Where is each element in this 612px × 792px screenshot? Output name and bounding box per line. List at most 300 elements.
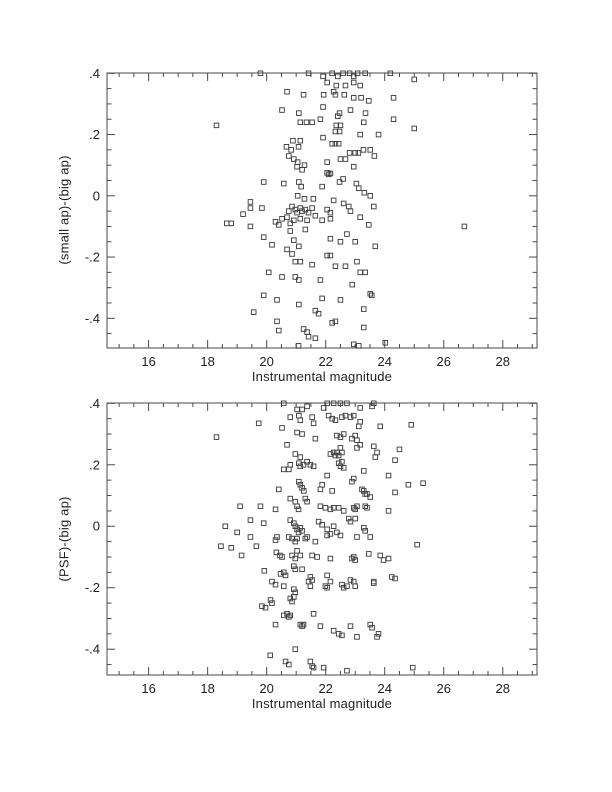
data-point-marker bbox=[378, 424, 383, 429]
data-point-marker bbox=[361, 469, 366, 474]
data-point-marker bbox=[295, 504, 300, 509]
data-point-marker bbox=[363, 504, 368, 509]
xtick-label: 20 bbox=[259, 681, 274, 696]
data-point-marker bbox=[295, 407, 300, 412]
data-point-marker bbox=[318, 487, 323, 492]
data-point-marker bbox=[336, 141, 341, 146]
data-point-marker bbox=[375, 635, 380, 640]
data-point-marker bbox=[270, 601, 275, 606]
data-point-marker bbox=[341, 201, 346, 206]
data-point-marker bbox=[261, 521, 266, 526]
data-point-marker bbox=[297, 244, 302, 249]
data-point-marker bbox=[325, 585, 330, 590]
data-point-marker bbox=[373, 244, 378, 249]
data-point-marker bbox=[303, 207, 308, 212]
data-point-marker bbox=[336, 453, 341, 458]
data-point-marker bbox=[371, 204, 376, 209]
data-point-marker bbox=[297, 413, 302, 418]
data-point-marker bbox=[348, 624, 353, 629]
data-point-marker bbox=[342, 92, 347, 97]
data-point-marker bbox=[304, 120, 309, 125]
data-point-marker bbox=[355, 438, 360, 443]
data-point-marker bbox=[359, 96, 364, 101]
data-point-marker bbox=[341, 432, 346, 437]
data-point-marker bbox=[305, 218, 310, 223]
data-point-marker bbox=[360, 487, 365, 492]
data-point-marker bbox=[386, 556, 391, 561]
data-point-marker bbox=[335, 114, 340, 119]
data-point-marker bbox=[311, 197, 316, 202]
data-point-marker bbox=[410, 665, 415, 670]
data-point-marker bbox=[258, 504, 263, 509]
data-point-marker bbox=[311, 612, 316, 617]
data-point-marker bbox=[371, 581, 376, 586]
data-point-marker bbox=[313, 436, 318, 441]
data-point-marker bbox=[308, 659, 313, 664]
data-point-marker bbox=[293, 499, 298, 504]
data-points-bottom bbox=[214, 401, 425, 673]
data-point-marker bbox=[368, 148, 373, 153]
data-point-marker bbox=[256, 421, 261, 426]
data-point-marker bbox=[290, 536, 295, 541]
data-point-marker bbox=[295, 194, 300, 199]
data-point-marker bbox=[328, 507, 333, 512]
data-point-marker bbox=[298, 525, 303, 530]
data-point-marker bbox=[391, 96, 396, 101]
data-point-marker bbox=[328, 216, 333, 221]
data-point-marker bbox=[310, 553, 315, 558]
data-point-marker bbox=[421, 481, 426, 486]
data-point-marker bbox=[268, 653, 273, 658]
data-point-marker bbox=[321, 92, 326, 97]
data-point-marker bbox=[280, 108, 285, 113]
data-point-marker bbox=[273, 538, 278, 543]
data-point-marker bbox=[248, 200, 253, 205]
data-point-marker bbox=[351, 96, 356, 101]
data-point-marker bbox=[350, 479, 355, 484]
data-point-marker bbox=[325, 573, 330, 578]
data-point-marker bbox=[288, 496, 293, 501]
data-point-marker bbox=[386, 509, 391, 514]
data-point-marker bbox=[341, 466, 346, 471]
data-point-marker bbox=[300, 407, 305, 412]
data-point-marker bbox=[298, 206, 303, 211]
data-point-marker bbox=[351, 164, 356, 169]
data-point-marker bbox=[333, 141, 338, 146]
data-point-marker bbox=[300, 209, 305, 214]
data-point-marker bbox=[393, 458, 398, 463]
data-point-marker bbox=[363, 270, 368, 275]
top-xaxis-label: Instrumental magnitude bbox=[251, 369, 393, 384]
data-point-marker bbox=[286, 615, 291, 620]
data-point-marker bbox=[280, 216, 285, 221]
xtick-label: 20 bbox=[259, 354, 274, 369]
data-point-marker bbox=[365, 506, 370, 511]
data-point-marker bbox=[361, 120, 366, 125]
data-point-marker bbox=[373, 455, 378, 460]
data-point-marker bbox=[310, 120, 315, 125]
data-point-marker bbox=[338, 446, 343, 451]
data-point-marker bbox=[285, 442, 290, 447]
data-point-marker bbox=[366, 552, 371, 557]
data-point-marker bbox=[311, 464, 316, 469]
data-point-marker bbox=[311, 665, 316, 670]
data-point-marker bbox=[328, 452, 333, 457]
data-point-marker bbox=[306, 334, 311, 339]
data-point-marker bbox=[350, 556, 355, 561]
data-point-marker bbox=[348, 519, 353, 524]
data-point-marker bbox=[341, 585, 346, 590]
ytick-label: -.2 bbox=[84, 249, 100, 265]
data-point-marker bbox=[297, 180, 302, 185]
data-point-marker bbox=[280, 426, 285, 431]
data-point-marker bbox=[338, 464, 343, 469]
data-point-marker bbox=[348, 415, 353, 420]
data-point-marker bbox=[391, 117, 396, 122]
data-point-marker bbox=[331, 524, 336, 529]
data-point-marker bbox=[331, 89, 336, 94]
ytick-label: 0 bbox=[92, 188, 100, 204]
data-point-marker bbox=[368, 194, 373, 199]
data-point-marker bbox=[214, 435, 219, 440]
axes-box bbox=[107, 403, 537, 675]
data-point-marker bbox=[283, 573, 288, 578]
data-point-marker bbox=[365, 492, 370, 497]
data-point-marker bbox=[300, 624, 305, 629]
data-point-marker bbox=[273, 507, 278, 512]
data-point-marker bbox=[298, 120, 303, 125]
data-point-marker bbox=[331, 450, 336, 455]
data-point-marker bbox=[295, 549, 300, 554]
data-point-marker bbox=[297, 461, 302, 466]
xtick-label: 24 bbox=[377, 681, 392, 696]
data-point-marker bbox=[292, 564, 297, 569]
data-point-marker bbox=[368, 291, 373, 296]
xtick-label: 22 bbox=[318, 681, 333, 696]
data-point-marker bbox=[276, 328, 281, 333]
data-point-marker bbox=[320, 296, 325, 301]
data-point-marker bbox=[286, 467, 291, 472]
data-point-marker bbox=[273, 622, 278, 627]
data-point-marker bbox=[225, 221, 230, 226]
data-points-top bbox=[214, 71, 467, 348]
data-point-marker bbox=[286, 662, 291, 667]
data-point-marker bbox=[358, 419, 363, 424]
data-point-marker bbox=[297, 479, 302, 484]
data-point-marker bbox=[275, 319, 280, 324]
data-point-marker bbox=[409, 423, 414, 428]
xtick-label: 24 bbox=[377, 354, 392, 369]
data-point-marker bbox=[297, 302, 302, 307]
data-point-marker bbox=[355, 259, 360, 264]
data-point-marker bbox=[248, 535, 253, 540]
data-point-marker bbox=[276, 487, 281, 492]
data-point-marker bbox=[337, 111, 342, 116]
data-point-marker bbox=[353, 433, 358, 438]
data-point-marker bbox=[298, 622, 303, 627]
data-point-marker bbox=[301, 622, 306, 627]
data-point-marker bbox=[295, 527, 300, 532]
data-point-marker bbox=[368, 535, 373, 540]
data-point-marker bbox=[298, 138, 303, 143]
data-point-marker bbox=[386, 473, 391, 478]
xtick-label: 26 bbox=[436, 681, 451, 696]
data-point-marker bbox=[356, 151, 361, 156]
data-point-marker bbox=[363, 492, 368, 497]
data-point-marker bbox=[321, 105, 326, 110]
data-point-marker bbox=[302, 489, 307, 494]
panel-top bbox=[85, 66, 537, 369]
data-point-marker bbox=[325, 533, 330, 538]
data-point-marker bbox=[298, 216, 303, 221]
data-point-marker bbox=[358, 83, 363, 88]
data-point-marker bbox=[361, 525, 366, 530]
data-point-marker bbox=[323, 506, 328, 511]
data-point-marker bbox=[261, 180, 266, 185]
data-point-marker bbox=[343, 157, 348, 162]
data-point-marker bbox=[300, 567, 305, 572]
data-point-marker bbox=[336, 506, 341, 511]
data-point-marker bbox=[356, 344, 361, 349]
data-point-marker bbox=[281, 570, 286, 575]
data-point-marker bbox=[333, 264, 338, 269]
data-point-marker bbox=[336, 461, 341, 466]
panel-bottom bbox=[85, 396, 537, 696]
data-point-marker bbox=[397, 447, 402, 452]
data-point-marker bbox=[330, 489, 335, 494]
data-point-marker bbox=[362, 190, 367, 195]
data-point-marker bbox=[323, 584, 328, 589]
data-point-marker bbox=[288, 462, 293, 467]
data-point-marker bbox=[350, 436, 355, 441]
data-point-marker bbox=[235, 530, 240, 535]
data-point-marker bbox=[356, 186, 361, 191]
data-point-marker bbox=[219, 544, 224, 549]
data-point-marker bbox=[285, 215, 290, 220]
data-point-marker bbox=[300, 486, 305, 491]
data-point-marker bbox=[238, 504, 243, 509]
data-point-marker bbox=[371, 444, 376, 449]
data-point-marker bbox=[340, 450, 345, 455]
data-point-marker bbox=[278, 572, 283, 577]
data-point-marker bbox=[389, 575, 394, 580]
data-point-marker bbox=[383, 340, 388, 345]
data-point-marker bbox=[328, 210, 333, 215]
data-point-marker bbox=[368, 495, 373, 500]
data-point-marker bbox=[295, 164, 300, 169]
data-point-marker bbox=[348, 578, 353, 583]
data-point-marker bbox=[296, 507, 301, 512]
data-point-marker bbox=[299, 184, 304, 189]
data-point-marker bbox=[293, 539, 298, 544]
data-point-marker bbox=[293, 524, 298, 529]
data-point-marker bbox=[261, 293, 266, 298]
data-point-marker bbox=[355, 635, 360, 640]
data-point-marker bbox=[318, 504, 323, 509]
bottom-yaxis-label: (PSF)-(big ap) bbox=[56, 496, 72, 582]
data-point-marker bbox=[283, 659, 288, 664]
bottom-xaxis-label: Instrumental magnitude bbox=[251, 696, 393, 711]
ytick-label: .2 bbox=[89, 127, 100, 143]
data-point-marker bbox=[346, 204, 351, 209]
data-point-marker bbox=[302, 163, 307, 168]
data-point-marker bbox=[358, 442, 363, 447]
data-point-marker bbox=[375, 450, 380, 455]
data-point-marker bbox=[303, 496, 308, 501]
data-point-marker bbox=[296, 344, 301, 349]
data-point-marker bbox=[343, 264, 348, 269]
data-point-marker bbox=[310, 415, 315, 420]
data-point-marker bbox=[338, 157, 343, 162]
data-point-marker bbox=[318, 624, 323, 629]
data-point-marker bbox=[345, 584, 350, 589]
data-point-marker bbox=[381, 558, 386, 563]
data-point-marker bbox=[266, 270, 271, 275]
data-point-marker bbox=[340, 459, 345, 464]
data-point-marker bbox=[308, 584, 313, 589]
data-point-marker bbox=[275, 298, 280, 303]
data-point-marker bbox=[393, 576, 398, 581]
data-point-marker bbox=[270, 242, 275, 247]
data-point-marker bbox=[306, 210, 311, 215]
data-point-marker bbox=[353, 516, 358, 521]
data-point-marker bbox=[286, 154, 291, 159]
data-point-marker bbox=[376, 132, 381, 137]
ytick-label: .2 bbox=[89, 457, 100, 473]
data-point-marker bbox=[318, 278, 323, 283]
data-point-marker bbox=[356, 424, 361, 429]
data-point-marker bbox=[331, 628, 336, 633]
data-point-marker bbox=[295, 430, 300, 435]
data-point-marker bbox=[333, 453, 338, 458]
data-point-marker bbox=[261, 235, 266, 240]
data-point-marker bbox=[321, 74, 326, 79]
data-point-marker bbox=[311, 421, 316, 426]
data-point-marker bbox=[320, 482, 325, 487]
data-point-marker bbox=[293, 647, 298, 652]
data-point-marker bbox=[260, 206, 265, 211]
data-point-marker bbox=[320, 218, 325, 223]
data-point-marker bbox=[275, 535, 280, 540]
data-point-marker bbox=[328, 532, 333, 537]
data-point-marker bbox=[276, 223, 281, 228]
data-point-marker bbox=[370, 625, 375, 630]
data-point-marker bbox=[351, 555, 356, 560]
data-point-marker bbox=[310, 262, 315, 267]
data-point-marker bbox=[361, 148, 366, 153]
data-point-marker bbox=[303, 536, 308, 541]
data-point-marker bbox=[347, 151, 352, 156]
ytick-label: -.4 bbox=[84, 310, 100, 326]
data-point-marker bbox=[331, 506, 336, 511]
data-point-marker bbox=[338, 298, 343, 303]
data-point-marker bbox=[229, 545, 234, 550]
xtick-label: 16 bbox=[141, 681, 156, 696]
data-point-marker bbox=[336, 632, 341, 637]
data-point-marker bbox=[313, 213, 318, 218]
data-point-marker bbox=[341, 509, 346, 514]
ytick-label: .4 bbox=[89, 65, 100, 81]
data-point-marker bbox=[325, 160, 330, 165]
data-point-marker bbox=[313, 336, 318, 341]
data-point-marker bbox=[251, 310, 256, 315]
ytick-label: 0 bbox=[92, 518, 100, 534]
data-point-marker bbox=[285, 612, 290, 617]
data-point-marker bbox=[340, 582, 345, 587]
data-point-marker bbox=[288, 613, 293, 618]
data-point-marker bbox=[313, 308, 318, 313]
data-point-marker bbox=[293, 567, 298, 572]
data-point-marker bbox=[372, 154, 377, 159]
data-point-marker bbox=[412, 126, 417, 131]
data-point-marker bbox=[281, 613, 286, 618]
data-point-marker bbox=[305, 535, 310, 540]
data-point-marker bbox=[361, 307, 366, 312]
data-point-marker bbox=[328, 579, 333, 584]
data-point-marker bbox=[308, 575, 313, 580]
data-point-marker bbox=[281, 467, 286, 472]
data-point-marker bbox=[325, 253, 330, 258]
data-point-marker bbox=[248, 206, 253, 211]
data-point-marker bbox=[368, 622, 373, 627]
data-point-marker bbox=[371, 579, 376, 584]
data-point-marker bbox=[354, 181, 359, 186]
data-point-marker bbox=[353, 239, 358, 244]
ytick-label: .4 bbox=[89, 395, 100, 411]
data-point-marker bbox=[358, 406, 363, 411]
data-point-marker bbox=[376, 632, 381, 637]
data-point-marker bbox=[285, 247, 290, 252]
data-point-marker bbox=[293, 556, 298, 561]
data-point-marker bbox=[289, 148, 294, 153]
data-point-marker bbox=[239, 553, 244, 558]
data-point-marker bbox=[288, 415, 293, 420]
data-point-marker bbox=[462, 224, 467, 229]
data-point-marker bbox=[298, 553, 303, 558]
data-point-marker bbox=[292, 587, 297, 592]
data-point-marker bbox=[303, 227, 308, 232]
data-point-marker bbox=[335, 450, 340, 455]
data-point-marker bbox=[281, 181, 286, 186]
data-point-marker bbox=[348, 108, 353, 113]
data-point-marker bbox=[313, 539, 318, 544]
ytick-label: -.2 bbox=[84, 580, 100, 596]
data-point-marker bbox=[355, 535, 360, 540]
data-point-marker bbox=[363, 529, 368, 534]
data-point-marker bbox=[284, 145, 289, 150]
data-point-marker bbox=[320, 184, 325, 189]
data-point-marker bbox=[298, 455, 303, 460]
data-point-marker bbox=[393, 490, 398, 495]
data-point-marker bbox=[328, 556, 333, 561]
data-point-marker bbox=[286, 535, 291, 540]
data-point-marker bbox=[358, 270, 363, 275]
data-point-marker bbox=[262, 569, 267, 574]
data-point-marker bbox=[369, 293, 374, 298]
data-point-marker bbox=[293, 452, 298, 457]
axes-box bbox=[107, 73, 537, 348]
data-point-marker bbox=[305, 404, 310, 409]
data-point-marker bbox=[280, 275, 285, 280]
data-point-marker bbox=[285, 89, 290, 94]
data-point-marker bbox=[325, 527, 330, 532]
data-point-marker bbox=[358, 132, 363, 137]
ytick-label: -.4 bbox=[84, 641, 100, 657]
data-point-marker bbox=[345, 232, 350, 237]
data-point-marker bbox=[318, 117, 323, 122]
data-point-marker bbox=[321, 135, 326, 140]
data-point-marker bbox=[328, 253, 333, 258]
